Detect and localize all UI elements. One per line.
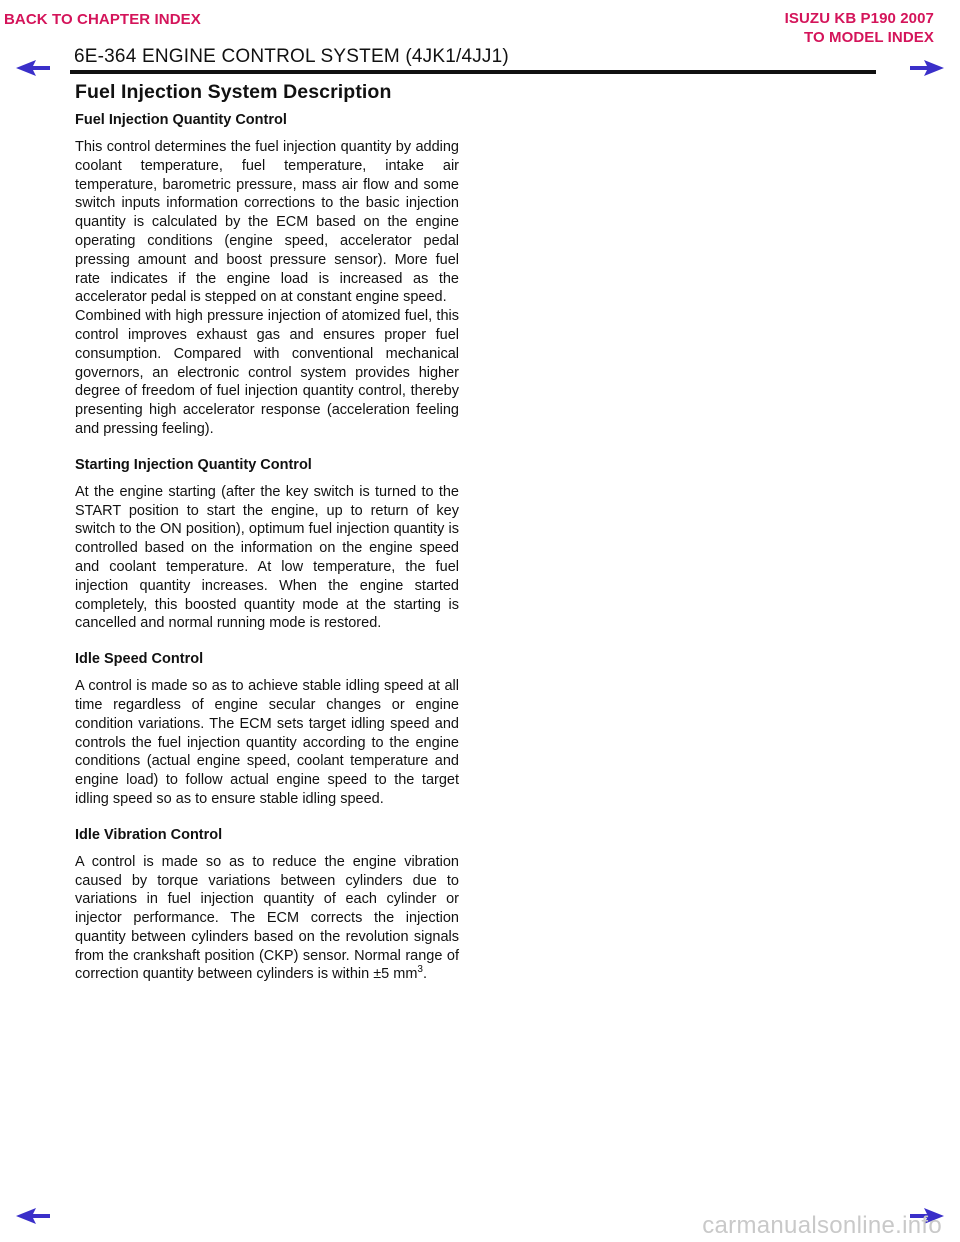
paragraph: Combined with high pressure injection of atomized fuel, this control improves exhaust gas and ensures proper fuel consumption. Compared with conventional mechanical governors, an electronic control system provides higher degree of freedom of fuel injection quantity control, thereby presenting high accelerator response (acceleration feeling and pressing feeling). (75, 308, 459, 437)
subsection-idle-vibration-control (75, 826, 459, 985)
paragraph-text: A control is made so as to reduce the engine vibration caused by torque variations between cylinders due to variations in fuel injection quantity of each cylinder or injector performance. The ECM corrects the injection quantity between cylinders based on the revolution signals from the crankshaft position (CKP) sensor. Normal range of correction quantity between cylinders is within ±5 mm (75, 853, 459, 983)
paragraph: At the engine starting (after the key switch is turned to the START position to start the engine, up to return of key switch to the ON position), optimum fuel injection quantity is controlled based on the information on the engine speed and coolant temperature. At low temperature, the fuel injection quantity increases. When the engine started completely, this boosted quantity mode at the starting is cancelled and normal running mode is restored. (75, 483, 459, 632)
subsection-starting-injection-quantity (75, 456, 459, 633)
paragraph: This control determines the fuel injection quantity by adding coolant temperature, fuel temperature, intake air temperature, barometric pressure, mass air flow and some switch inputs information corrections to the basic injection quantity is calculated by the ECM based on the engine operating conditions (engine speed, accelerator pedal pressing amount and boost pressure sensor). More fuel rate indicates if the engine load is increased as the accelerator pedal is stepped on at constant engine speed. (75, 139, 459, 306)
paragraph-suffix: . (422, 966, 428, 983)
document-content (75, 80, 459, 1001)
page-header-title: 6E-364 ENGINE CONTROL SYSTEM (4JK1/4JJ1) (74, 46, 509, 67)
to-model-index-link[interactable]: TO MODEL INDEX (803, 29, 934, 46)
subsection-fuel-injection-quantity (75, 111, 459, 439)
section-title: Fuel Injection System Description (75, 81, 392, 103)
back-to-chapter-index-link[interactable]: BACK TO CHAPTER INDEX (4, 11, 201, 28)
model-title-link[interactable]: ISUZU KB P190 2007 (784, 10, 934, 27)
prev-page-arrow-icon[interactable] (16, 60, 50, 76)
prev-page-arrow-bottom-icon[interactable] (16, 1208, 50, 1224)
subsection-idle-speed-control (75, 650, 459, 809)
next-page-arrow-icon[interactable] (910, 60, 944, 76)
subsection-heading: Idle Vibration Control (75, 826, 223, 843)
superscript: 3 (417, 964, 423, 976)
subsection-heading: Starting Injection Quantity Control (75, 456, 312, 473)
subsection-heading: Fuel Injection Quantity Control (75, 112, 287, 128)
subsection-heading: Idle Speed Control (75, 651, 204, 668)
paragraph: A control is made so as to achieve stable idling speed at all time regardless of engine secular changes or engine condition variations. The ECM sets target idling speed and controls the fuel injection quantity according to the engine conditions (actual engine speed, coolant temperature and engine load) to follow actual engine speed to the target idling speed so as to ensure stable idling speed. (75, 678, 459, 807)
watermark: carmanualsonline.info (702, 1212, 942, 1239)
header-divider (70, 70, 876, 74)
paragraph (75, 853, 459, 985)
